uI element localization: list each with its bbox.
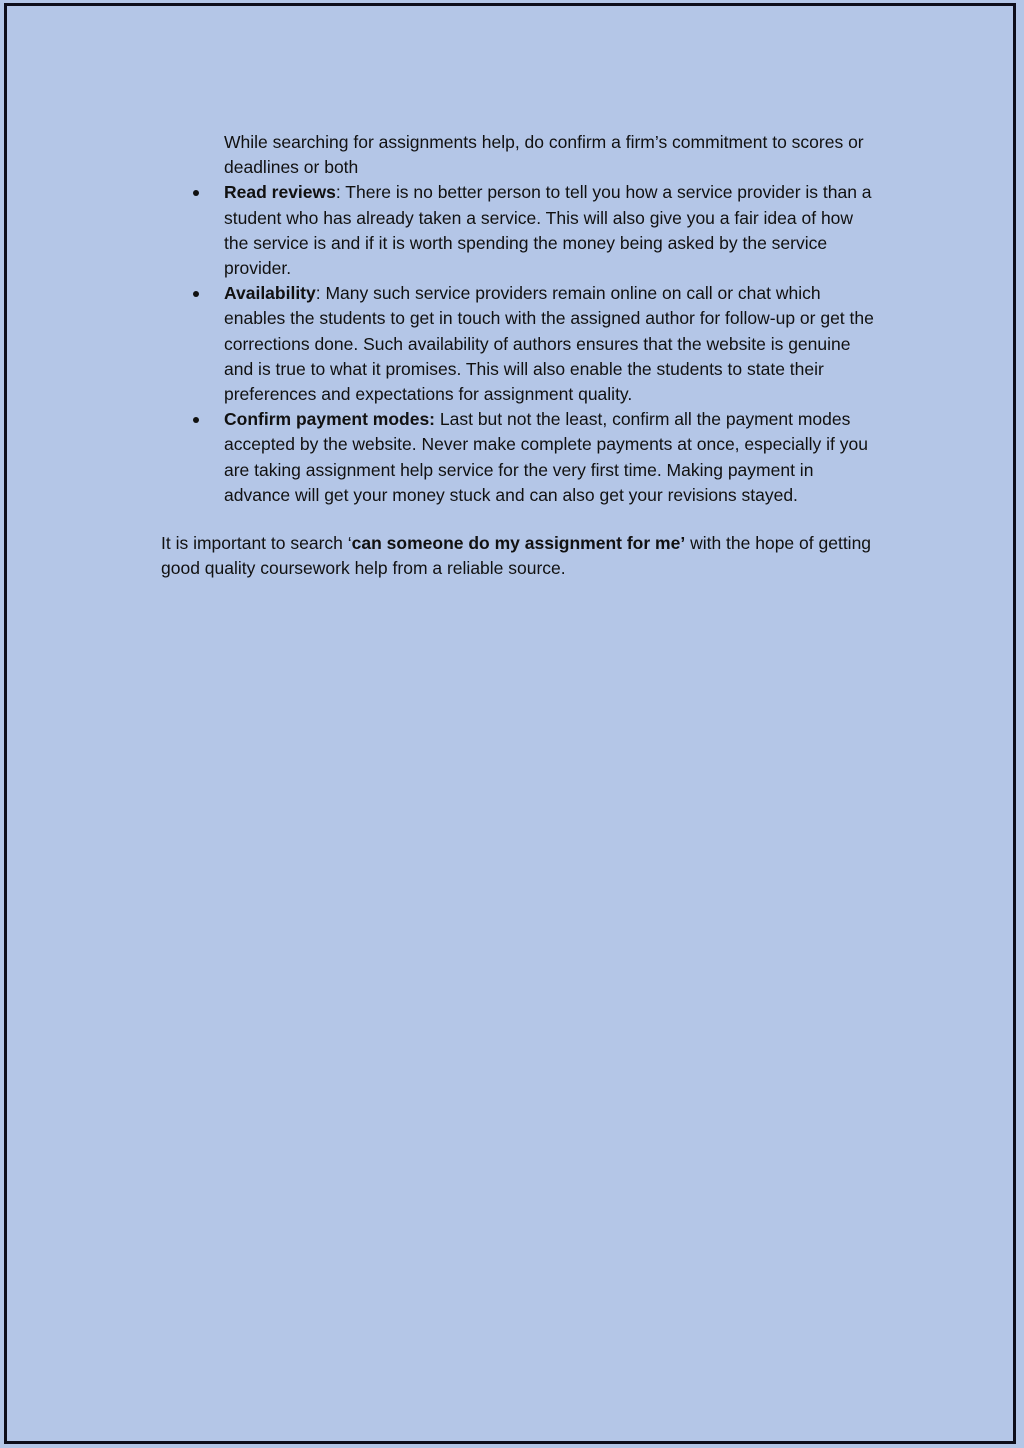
- list-item-body: There is no better person to tell you how a service provider is than a student who has already taken a service. This will also give you a fair idea of how the service is and if it is worth spending the money being asked by the service provider.: [224, 182, 872, 279]
- list-item-availability: [161, 281, 881, 407]
- bullet-icon: [193, 190, 199, 196]
- bullet-icon: [193, 417, 199, 423]
- closing-suffix: with the hope of getting good quality coursework help from a reliable source.: [161, 533, 872, 579]
- closing-prefix: It is important to search ‘: [161, 533, 352, 554]
- list-item-read-reviews: [161, 180, 881, 281]
- bullet-list: [161, 180, 881, 508]
- list-item-separator: :: [335, 182, 346, 203]
- list-item-title: Read reviews: [224, 182, 336, 203]
- bullet-icon: [193, 291, 199, 297]
- list-item-title: Confirm payment modes:: [224, 409, 435, 430]
- document-body: [161, 130, 881, 581]
- list-item-title: Availability: [224, 283, 316, 304]
- closing-bold-phrase: can someone do my assignment for me’: [351, 533, 686, 554]
- list-item-confirm-payment-modes: [161, 407, 881, 508]
- page-frame: [4, 3, 1016, 1444]
- closing-paragraph: [161, 531, 881, 581]
- list-item-body: Last but not the least, confirm all the payment modes accepted by the website. Never make complete payments at once, especially if you are taking assignment help service for the very first time. Making payment in advance will get your money stuck and can also get your revisions stayed.: [224, 409, 868, 505]
- intro-paragraph: While searching for assignments help, do confirm a firm’s commitment to scores or deadlines or both: [224, 132, 864, 178]
- list-item-separator: :: [315, 283, 326, 304]
- list-item-body: Many such service providers remain online on call or chat which enables the students to get in touch with the assigned author for follow-up or get the corrections done. Such availability of authors ensures that the website is genuine and is true to what it promises. This will also enable the students to state their preferences and expectations for assignment quality.: [224, 283, 874, 405]
